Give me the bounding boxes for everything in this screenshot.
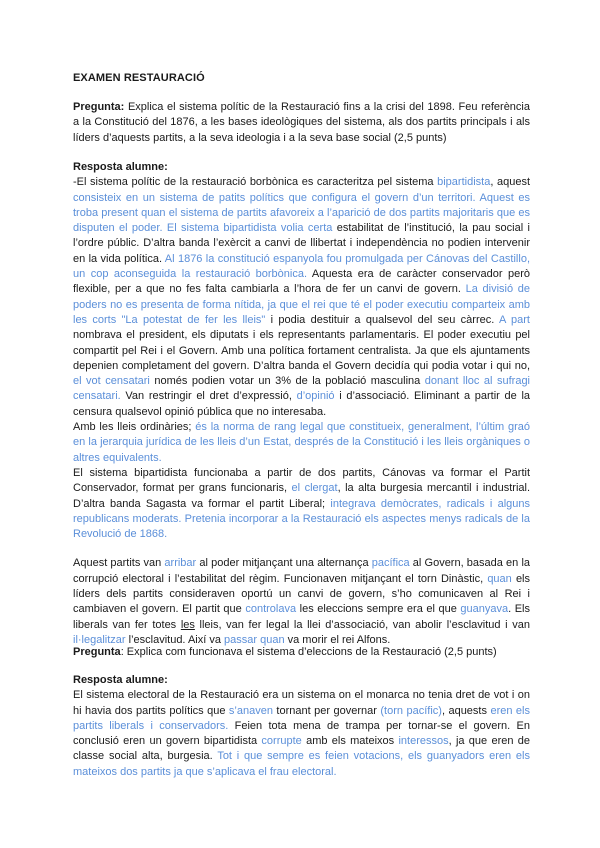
text-run: , ja que eren de classe social alta, burgesia. <box>73 735 530 763</box>
answer-1-paragraph-1 <box>73 175 530 420</box>
highlighted-text: arribar <box>164 557 197 570</box>
text-run: lleis, van fer legal la llei d’associació, van abolir l’esclavitud i van <box>194 618 530 631</box>
highlighted-text: Al 1876 la constitució espanyola fou promulgada per Cánovas del Castillo, un cop aconseguida la restauració borbònica. <box>73 252 530 281</box>
highlighted-text: pacífica <box>371 557 410 570</box>
question-1-label: Pregunta: <box>73 101 125 113</box>
highlighted-text: quan <box>487 572 512 585</box>
answer-1-paragraph-3 <box>73 466 530 542</box>
answer-2-paragraph-1 <box>73 688 530 780</box>
highlighted-text: il·legalitzar <box>73 633 126 646</box>
text-run: , aquests <box>441 704 491 717</box>
highlighted-text: controlava <box>245 603 297 616</box>
highlighted-text: el vot censatari <box>73 375 150 388</box>
highlighted-text: d’opinió <box>296 390 335 403</box>
text-run: estabilitat de l’institució, la pau social i l’ordre públic. D’altra banda l’exèrcit a canvi de llibertat i independència no podien intervenir en la vida política. <box>73 222 530 265</box>
text-run: -El sistema polític de la restauració borbònica es caracteritza pel sistema <box>73 176 438 189</box>
highlighted-text: (torn pacífic) <box>380 704 442 717</box>
answer-2-label: Resposta alumne: <box>73 674 168 686</box>
text-run: les <box>180 618 195 631</box>
question-2-label: Pregunta <box>73 646 121 658</box>
highlighted-text: bipartidista <box>437 176 491 189</box>
highlighted-text: interessos <box>398 735 449 748</box>
highlighted-text: corrupte <box>261 735 302 748</box>
text-run: , aquest <box>490 176 530 189</box>
text-run: Van restringir el dret d’expressió, <box>120 390 297 403</box>
answer-1 <box>73 160 530 648</box>
text-run: , la alta burgesia mercantil i industrial. D’altra banda Sagasta va formar el partit Liberal; <box>73 482 531 510</box>
question-1-text: Explica el sistema polític de la Restauració fins a la crisi del 1898. Feu referència a la Constitució del 1876, a les bases ideològiques del sistema, als dos partits principals i als líders d’aquests partits, a la seva ideologia i a la seva base social (2,5 punts) <box>73 101 530 144</box>
text-run: amb els mateixos <box>301 735 399 748</box>
question-1 <box>73 100 530 146</box>
highlighted-text: La divisió de poders no es presenta de forma nítida, ja que el rei que té el poder executiu comparteix amb les corts "La potestat de fer les lleis" <box>73 283 530 326</box>
document-title: EXAMEN RESTAURACIÓ <box>73 72 205 84</box>
highlighted-text: guanyava <box>460 603 509 616</box>
text-run: i podia destituir a qualsevol del seu càrrec. <box>265 313 499 326</box>
highlighted-text: s’anaven <box>228 704 273 717</box>
highlighted-text: consisteix en un sistema de patits polítics que configura el govern d’un territori. Aquest es troba present quan el sistema de partits afavoreix a l’aparició de dos partits majoritaris que es disputen el poder. El sistema bipartidista volia certa <box>73 191 530 235</box>
highlighted-text: passar quan <box>224 633 285 646</box>
highlighted-text: A part <box>499 313 530 326</box>
text-run: al poder mitjançant una alternança <box>196 557 372 570</box>
text-run: nombrava el president, els diputats i els representants parlamentaris. El poder executiu pel compartit pel Rei i el Govern. Amb una política fortament centralista. Ja que els ajuntaments depenien completament del govern. D’altra banda el Govern decidía qui podia votar i qui no, <box>73 329 530 372</box>
answer-2 <box>73 673 530 780</box>
text-run: Feien tota mena de trampa per tornar-se el govern. En conclusió eren un govern bipartidista <box>73 719 530 748</box>
highlighted-text: integrava demòcrates, radicals i alguns republicans moderats. Pretenia incorporar a la Restauració els aspectes menys radicals de la Revolució de 1868. <box>73 497 531 541</box>
question-2-text: : Explica com funcionava el sistema d’eleccions de la Restauració (2,5 punts) <box>120 646 497 658</box>
answer-1-paragraph-2 <box>73 420 530 466</box>
question-2 <box>73 645 530 660</box>
text-run: Amb les lleis ordinàries; <box>73 421 196 434</box>
highlighted-text: eren els partits liberals i conservadors. <box>73 704 530 732</box>
text-run: les eleccions sempre era el que <box>296 603 461 616</box>
highlighted-text: donant lloc al sufragi censatari. <box>73 375 530 403</box>
text-run: l’esclavitud. Així va <box>125 633 225 646</box>
text-run: va morir el rei Alfons. <box>284 633 391 646</box>
text-run: Aquesta era de caràcter conservador però flexible, per a que no fes falta cambiarla a l’hora de fer un canvi de govern. <box>73 268 530 296</box>
answer-1-label: Resposta alumne: <box>73 161 168 173</box>
text-run: al Govern, basada en la corrupció electoral i l’estabilitat del règim. Funcionaven mitjançant el torn Dinàstic, <box>73 557 531 585</box>
text-run: Aquest partits van <box>73 557 165 570</box>
text-run: només podien votar un 3% de la població masculina <box>149 375 425 388</box>
highlighted-text: és la norma de rang legal que constitueix, generalment, l’últim graó en la jerarquia jurídica de les lleis d’un Estat, després de la Constitució i les lleis orgàniques o altres equivalents. <box>73 421 530 464</box>
text-run: tornant per governar <box>272 704 381 717</box>
highlighted-text: Tot i que sempre es feien votacions, els guanyadors eren els mateixos dos partits ja que s’aplicava el frau electoral. <box>73 750 530 778</box>
text-run: El sistema electoral de la Restauració era un sistema on el monarca no tenia dret de vot i on hi havia dos partits polítics que <box>73 689 530 717</box>
text-run: . Els liberals van fer totes <box>73 603 530 631</box>
text-run: els líders dels partits consideraven oportú un canvi de govern, s’ho comunicaven al Rei i cambiaven el govern. El partit que <box>73 572 531 616</box>
highlighted-text: el clergat <box>291 482 338 495</box>
text-run: El sistema bipartidista funcionaba a partir de dos partits, Cánovas va formar el Partit Conservador, format per grans funcionaris, <box>73 466 530 495</box>
answer-1-paragraph-4 <box>73 556 530 648</box>
text-run: i d’associació. Eliminant a partir de la censura qualsevol opinió pública que no interesaba. <box>73 390 531 418</box>
